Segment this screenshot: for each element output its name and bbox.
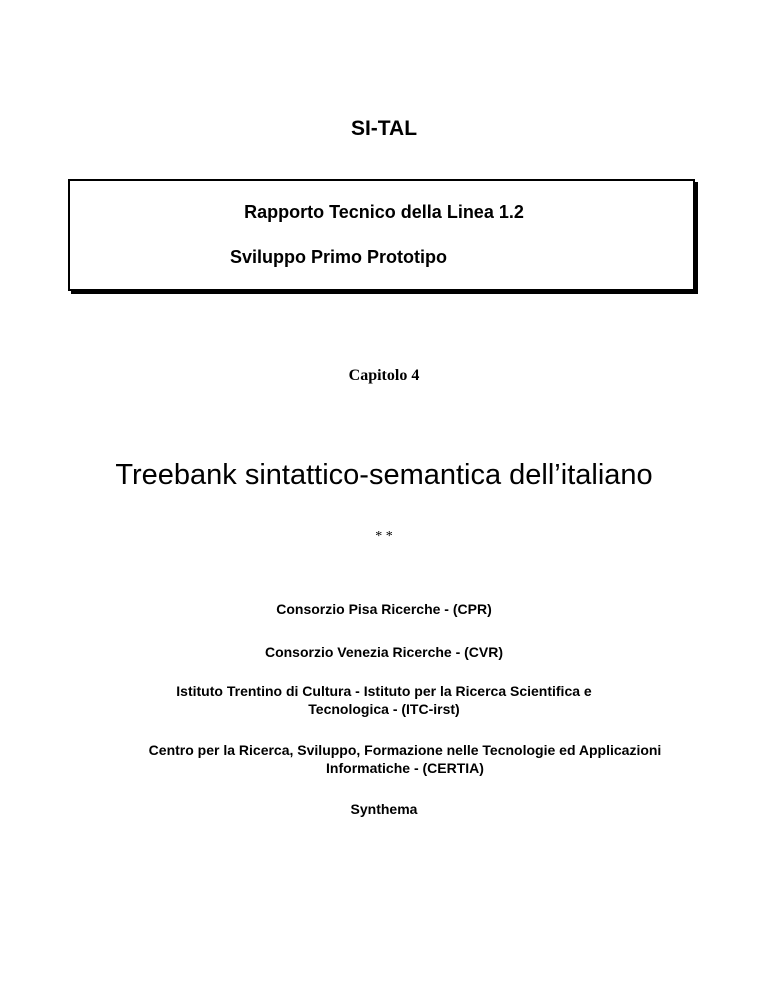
partner-line: Consorzio Venezia Ricerche - (CVR) <box>264 644 504 660</box>
partner-certia <box>0 741 768 777</box>
partner-line: Centro per la Ricerca, Sviluppo, Formazione nelle Tecnologie ed Applicazioni <box>148 742 662 758</box>
report-title-box <box>68 179 695 291</box>
partner-cpr <box>0 600 768 618</box>
chapter-label: Capitolo 4 <box>348 367 420 384</box>
partner-line: Consorzio Pisa Ricerche - (CPR) <box>276 601 492 617</box>
main-title: Treebank sintattico-semantica dell’italiano <box>115 459 653 491</box>
report-title-line2: Sviluppo Primo Prototipo <box>230 247 447 267</box>
partner-cvr <box>0 643 768 661</box>
partner-synthema <box>0 800 768 818</box>
partner-line: Tecnologica - (ITC-irst) <box>308 701 460 717</box>
partner-line: Informatiche - (CERTIA) <box>326 760 484 776</box>
partner-line: Synthema <box>350 801 418 817</box>
project-title: SI-TAL <box>350 117 418 140</box>
partner-itc-irst <box>0 682 768 718</box>
report-title-line1: Rapporto Tecnico della Linea 1.2 <box>244 202 524 222</box>
authors-marker: * * <box>375 529 393 544</box>
partner-line: Istituto Trentino di Cultura - Istituto per la Ricerca Scientifica e <box>176 683 592 699</box>
